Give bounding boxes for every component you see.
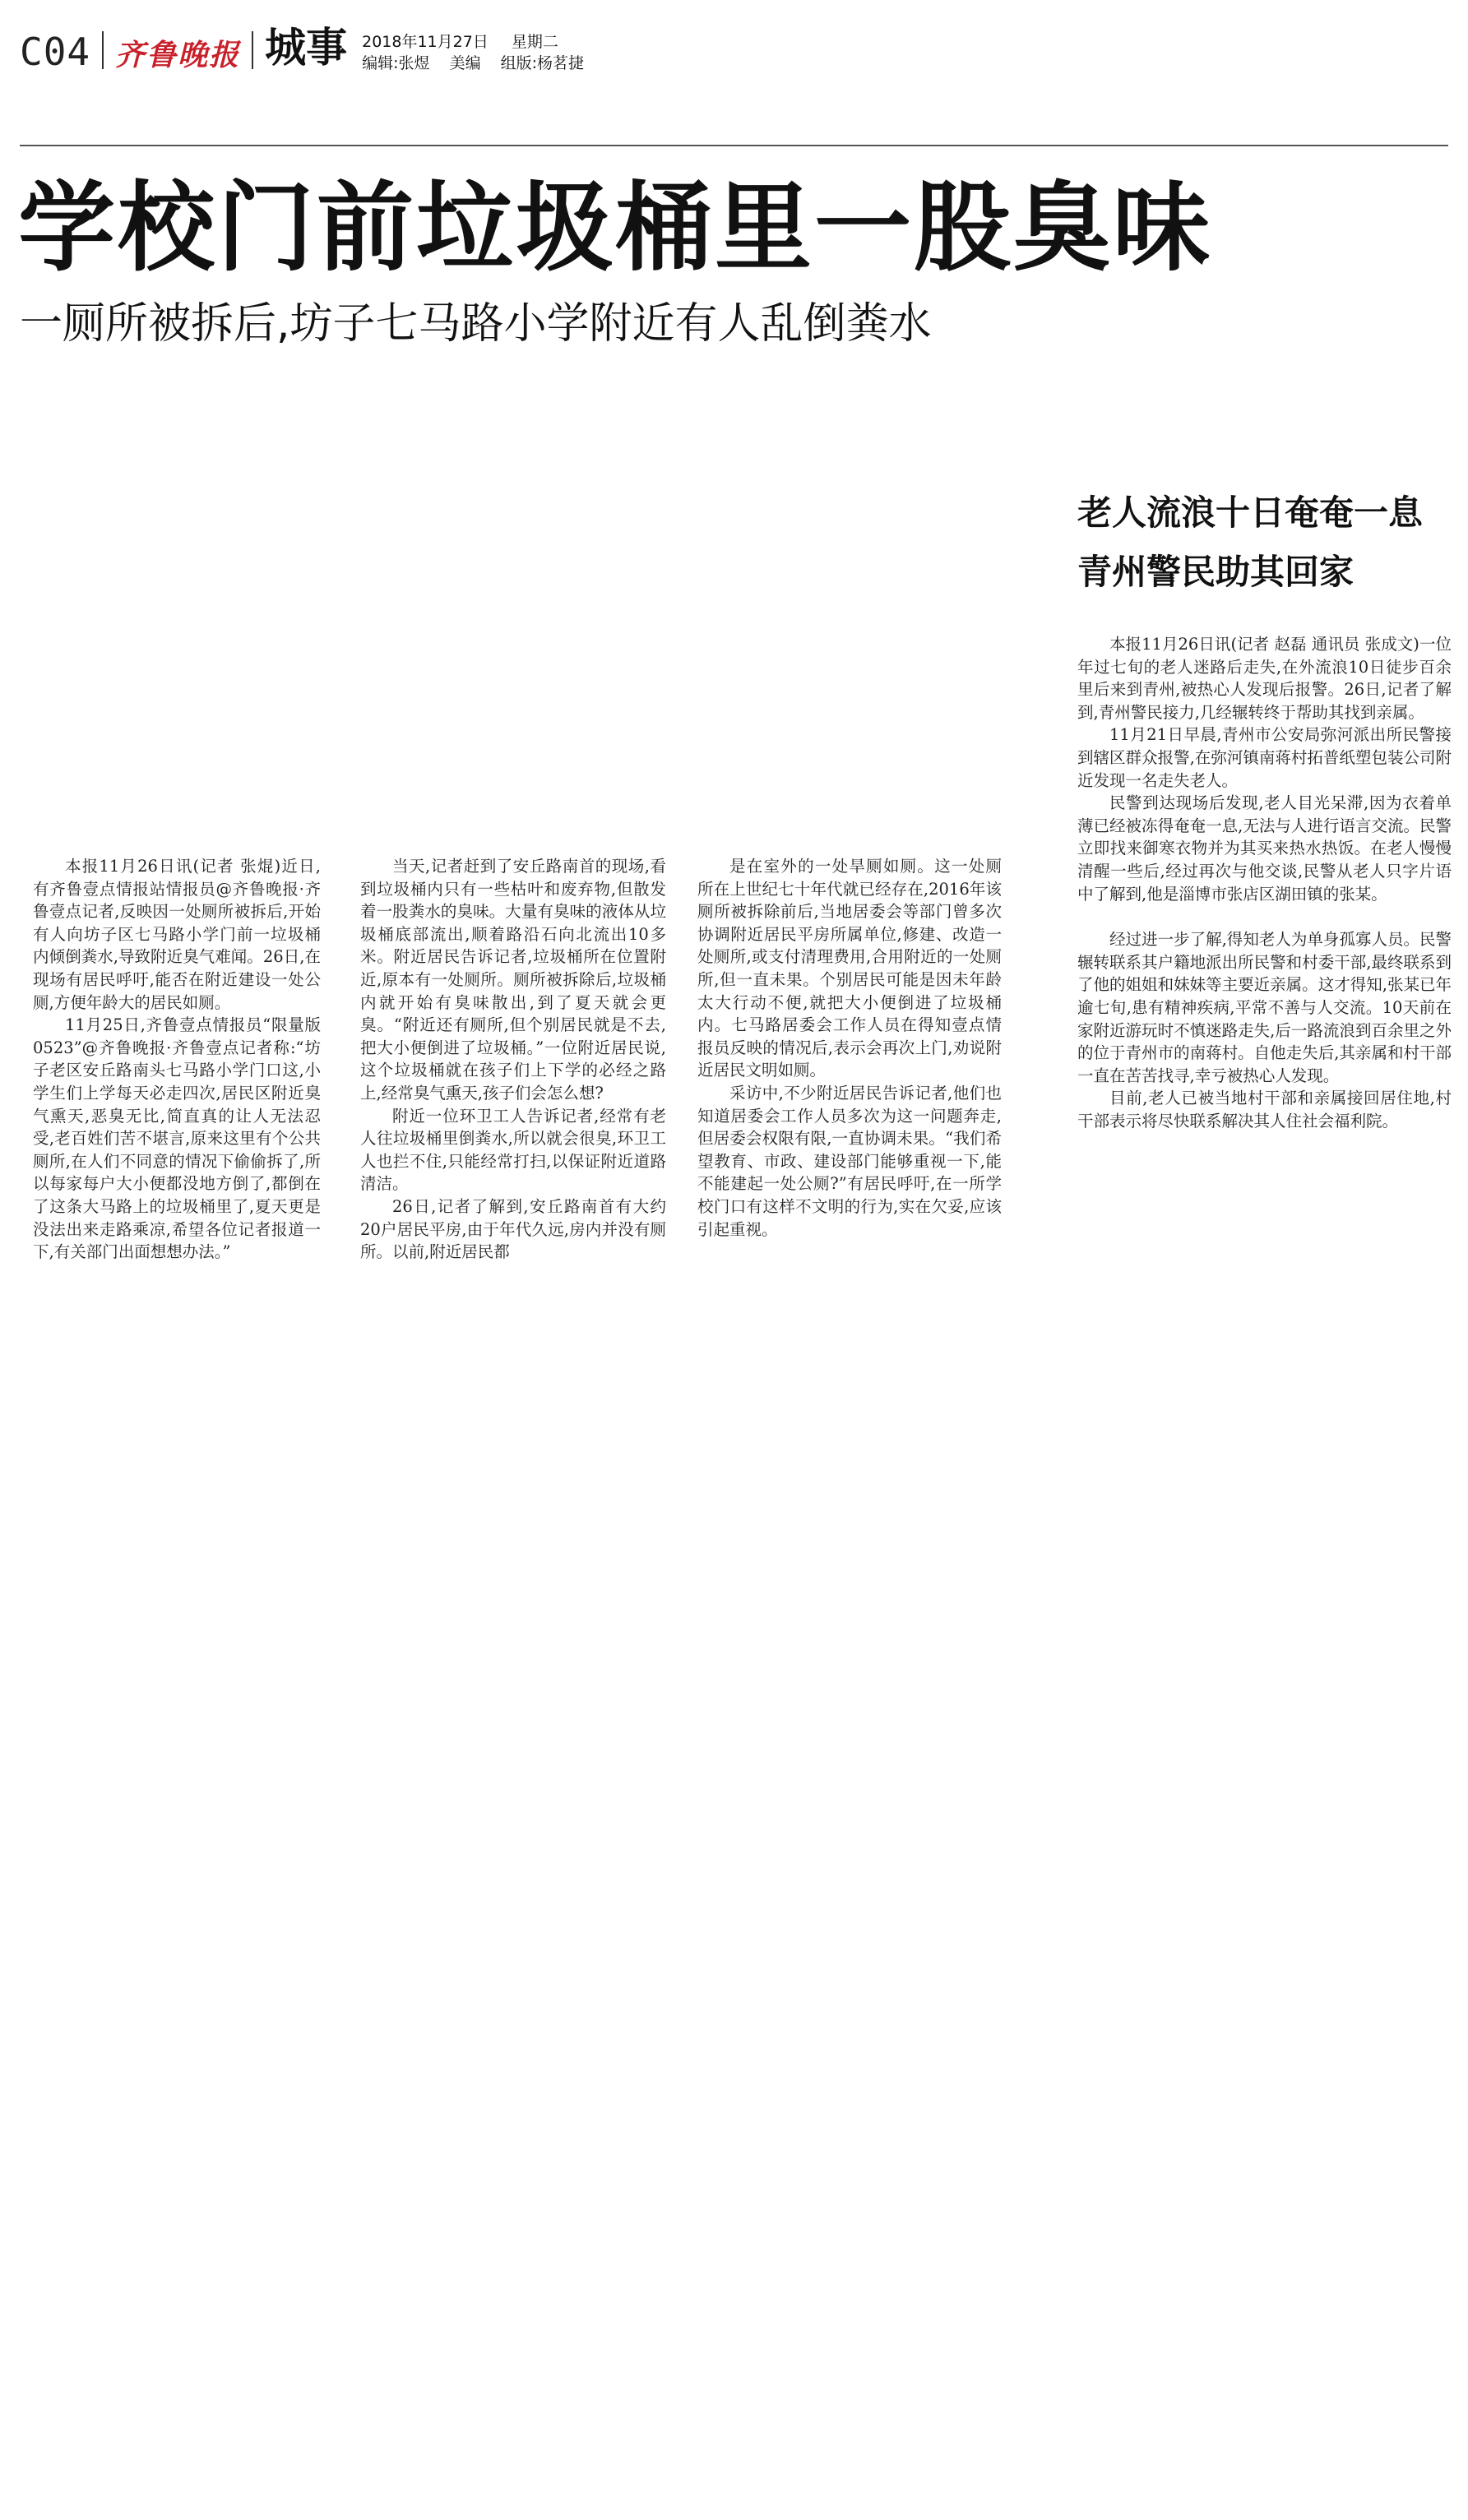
side-title-line-2: 青州警民助其回家 [1077, 552, 1355, 592]
masthead-divider [102, 31, 104, 69]
article-paragraph: 附近一位环卫工人告诉记者,经常有老人往垃圾桶里倒粪水,所以就会很臭,环卫工人也拦不住,只能经常打扫,以保证附近道路清洁。 [360, 1106, 666, 1194]
page-number: C04 [20, 30, 91, 74]
article-paragraph: 采访中,不少附近居民告诉记者,他们也知道居委会工作人员多次为这一问题奔走,但居委会权限有限,一直协调未果。“我们希望教育、市政、建设部门能够重视一下,能不能建起一处公厕?”有居民呼吁,在一所学校门口有这样不文明的行为,实在欠妥,应该引起重视。 [697, 1083, 1002, 1239]
designer-credit: 美编 [449, 54, 481, 72]
masthead-divider [252, 31, 253, 69]
article-column-2 [360, 855, 666, 1264]
article-paragraph: 11月25日,齐鲁壹点情报员“限量版0523”@齐鲁晚报·齐鲁壹点记者称:“坊子老区安丘路南头七马路小学门口这,小学生们上学每天必走四次,居民区附近臭气熏天,恶臭无比,简直真的让人无法忍受,老百姓们苦不堪言,原来这里有个公共厕所,在人们不同意的情况下偷偷拆了,所以每家每户大小便都没地方倒了,都倒在了这条大马路上的垃圾桶里了,夏天更是没法出来走路乘凉,希望各位记者报道一下,有关部门出面想想办法。” [33, 1015, 321, 1262]
article-paragraph: 26日,记者了解到,安丘路南首有大约20户居民平房,由于年代久远,房内并没有厕所。以前,附近居民都 [360, 1196, 666, 1262]
article-paragraph: 是在室外的一处旱厕如厕。这一处厕所在上世纪七十年代就已经存在,2016年该厕所被拆除前后,当地居委会等部门曾多次协调附近居民平房所属单位,修建、改造一处厕所,或支付清理费用,合用附近的一处厕所,但一直未果。个别居民可能是因未年龄太大行动不便,就把大小便倒进了垃圾桶内。七马路居委会工作人员在得知壹点情报员反映的情况后,表示会再次上门,劝说附近居民文明如厕。 [697, 857, 1002, 1080]
side-story-title [1077, 483, 1456, 602]
section-title: 城事 [265, 24, 348, 72]
headline: 学校门前垃圾桶里一股臭味 [18, 171, 1213, 284]
header-rule [20, 145, 1448, 146]
article-paragraph: 本报11月26日讯(记者 张焜)近日,有齐鲁壹点情报站情报员@齐鲁晚报·齐鲁壹点记者,反映因一处厕所被拆后,开始有人向坊子区七马路小学门前一垃圾桶内倾倒粪水,导致附近臭气难闻。26日,在现场有居民呼吁,能否在附近建设一处公厕,方便年龄大的居民如厕。 [33, 857, 321, 1012]
article-column-3 [697, 855, 1002, 1241]
editor-credit: 编辑:张煜 [362, 54, 430, 72]
side-paragraph: 11月21日早晨,青州市公安局弥河派出所民警接到辖区群众报警,在弥河镇南蒋村拓普纸塑包装公司附近发现一名走失老人。 [1077, 725, 1452, 790]
subheadline: 一厕所被拆后,坊子七马路小学附近有人乱倒粪水 [20, 299, 932, 349]
side-paragraph: 经过进一步了解,得知老人为单身孤寡人员。民警辗转联系其户籍地派出所民警和村委干部,最终联系到了他的姐姐和妹妹等主要近亲属。这才得知,张某已年逾七旬,患有精神疾病,平常不善与人交流。10天前在家附近游玩时不慎迷路走失,后一路流浪到百余里之外的位于青州市的南蒋村。自他走失后,其亲属和村干部一直在苦苦找寻,幸亏被热心人发现。 [1077, 930, 1452, 1085]
article-paragraph: 当天,记者赶到了安丘路南首的现场,看到垃圾桶内只有一些枯叶和废弃物,但散发着一股粪水的臭味。大量有臭味的液体从垃圾桶底部流出,顺着路沿石向北流出10多米。附近居民告诉记者,垃圾桶所在位置附近,原本有一处厕所。厕所被拆除后,垃圾桶内就开始有臭味散出,到了夏天就会更臭。“附近还有厕所,但个别居民就是不去,把大小便倒进了垃圾桶。”一位附近居民说,这个垃圾桶就在孩子们上下学的必经之路上,经常臭气熏天,孩子们会怎么想? [360, 857, 666, 1103]
side-title-line-1: 老人流浪十日奄奄一息 [1077, 492, 1424, 533]
side-paragraph: 本报11月26日讯(记者 赵磊 通讯员 张成文)一位年过七旬的老人迷路后走失,在外流浪10日徒步百余里后来到青州,被热心人发现后报警。26日,记者了解到,青州警民接力,几经辗转终于帮助其找到亲属。 [1077, 635, 1452, 722]
layout-credit: 组版:杨茗捷 [500, 54, 585, 72]
side-paragraph: 目前,老人已被当地村干部和亲属接回居住地,村干部表示将尽快联系解决其人住社会福利院。 [1077, 1089, 1452, 1131]
masthead [20, 16, 599, 74]
newspaper-logo: 齐鲁晚报 [115, 38, 241, 72]
article-column-1 [33, 855, 321, 1264]
issue-meta [362, 31, 599, 74]
issue-date: 2018年11月27日 [362, 33, 489, 51]
side-paragraph: 民警到达现场后发现,老人目光呆滞,因为衣着单薄已经被冻得奄奄一息,无法与人进行语言交流。民警立即找来御寒衣物并为其买来热水热饭。在老人慢慢清醒一些后,经过再次与他交谈,民警从老人只字片语中了解到,他是淄博市张店区湖田镇的张某。 [1077, 793, 1452, 904]
street-photo [20, 289, 1000, 832]
side-story-body [1077, 633, 1452, 1132]
issue-weekday: 星期二 [511, 33, 558, 51]
